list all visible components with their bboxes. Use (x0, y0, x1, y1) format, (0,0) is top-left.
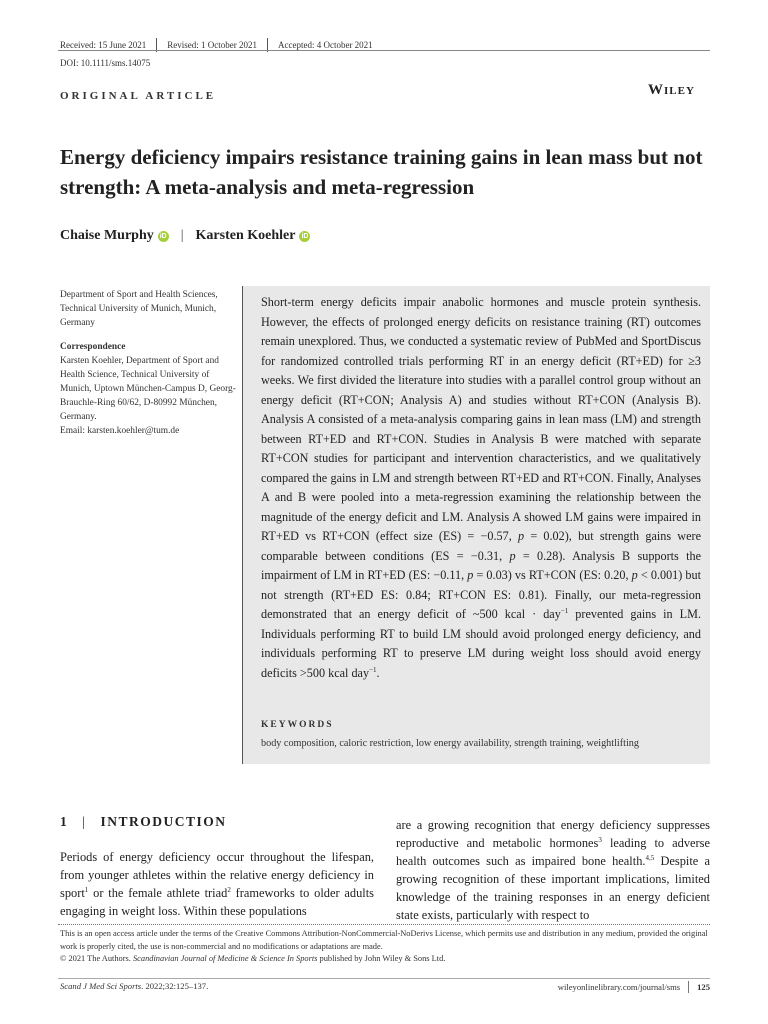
citation-ref[interactable]: 3 (598, 835, 602, 844)
license-divider (58, 924, 710, 925)
footer-rule (58, 978, 710, 979)
affiliation-block (60, 288, 240, 438)
section-number: 1 (60, 814, 69, 829)
department: Department of Sport and Health Sciences, Technical University of Munich, Munich, Germany (60, 290, 218, 328)
author-separator: | (180, 228, 184, 243)
section-title: INTRODUCTION (100, 814, 227, 829)
correspondence-address: Karsten Koehler, Department of Sport and Health Science, Technical University of Munich, Uptown München-Campus D, Georg-Brauchle-Ring 60/62, D-80992 München, Germany. (60, 356, 236, 422)
footer-divider (688, 981, 689, 993)
article-title: Energy deficiency impairs resistance training gains in lean mass but not strength: A meta-analysis and meta-regression (60, 145, 703, 199)
journal-url[interactable]: wileyonlinelibrary.com/journal/sms (557, 982, 681, 992)
license-note (60, 928, 710, 966)
correspondence-email[interactable]: Email: karsten.koehler@tum.de (60, 426, 180, 436)
section-heading (60, 814, 226, 830)
author-name[interactable]: Karsten Koehler (195, 228, 296, 243)
accepted-date: Accepted: 4 October 2021 (277, 40, 373, 50)
correspondence-label: Correspondence (60, 342, 126, 352)
received-date: Received: 15 June 2021 (60, 40, 147, 50)
orcid-icon[interactable]: iD (159, 232, 167, 240)
doi[interactable]: DOI: 10.1111/sms.14075 (60, 58, 151, 68)
citation-ref[interactable]: 2 (227, 885, 231, 894)
orcid-icon[interactable]: iD (301, 232, 309, 240)
section-label: ORIGINAL ARTICLE (60, 90, 217, 102)
abstract-text: Short-term energy deficits impair anabolic hormones and muscle protein synthesis. However, the effects of prolonged energy deficits on resistance training (RT) outcomes remain unexplored. Thus, we conducted a systematic review of PubMed and SportDiscus for randomized controlled trials performing RT in an energy deficit (RT+ED) for ≥3 weeks. We first divided the literature into studies with a parallel control group without an energy deficit (RT+CON; Analysis A) and studies without RT+CON (Analysis B). Analysis A consisted of a meta-analysis comparing gains in lean mass (LM) and strength between RT+ED and RT+CON. Studies in Analysis B were matched with separate RT+CON studies for participant and intervention characteristics, and we qualitatively compared the gains in LM and strength between RT+ED and RT+CON. Finally, Analyses A and B were pooled into a meta-regression examining the relationship between the magnitude of the energy deficit and LM. Analysis A showed LM gains were impaired in RT+ED vs RT+CON (effect size (ES) = −0.57, p = 0.02), but strength gains were comparable between conditions (ES = −0.31, p = 0.28). Analysis B supports the impairment of LM in RT+ED (ES: −0.11, p = 0.03) vs RT+CON (ES: 0.20, p < 0.001) but not strength (RT+ED ES: 0.84; RT+CON ES: 0.81). Finally, our meta-regression demonstrated that an energy deficit of ~500 kcal · day$^{-1}$ prevented gains in LM. Individuals performing RT to build LM should avoid prolonged energy deficiency, and individuals performing RT to preserve LM during weight loss should avoid energy deficits >500 kcal day$^{-1}$. (261, 295, 701, 680)
abstract-panel (242, 286, 710, 764)
revised-date: Revised: 1 October 2021 (167, 40, 257, 50)
journal-citation: Scand J Med Sci Sports. 2022;32:125–137. (60, 981, 209, 991)
copyright-line: © 2021 The Authors. Scandinavian Journal of Medicine & Science In Sports published by John Wiley & Sons Ltd. (60, 954, 446, 963)
citation-ref[interactable]: 4,5 (645, 853, 655, 862)
publisher-logo: Wiley (648, 82, 695, 98)
author-list (60, 228, 310, 244)
citation-ref[interactable]: 1 (84, 885, 89, 894)
keywords-list: body composition, caloric restriction, low energy availability, strength training, weightlifting (261, 738, 639, 749)
author-name[interactable]: Chaise Murphy (60, 228, 154, 243)
section-separator: | (82, 814, 87, 829)
license-text: This is an open access article under the terms of the Creative Commons Attribution-NonCommercial-NoDerivs License, which permits use and distribution in any medium, provided the original work is properly cited, the use is non-commercial and no modifications or adaptations are made. (60, 929, 708, 951)
page-number: 125 (697, 982, 710, 992)
keywords-label: KEYWORDS (261, 720, 334, 730)
footer-right (558, 981, 710, 993)
body-column-left: Periods of energy deficiency occur throughout the lifespan, from younger athletes within the relative energy deficiency in sport$^1$ or the female athlete triad$^2$ frameworks to older adults engaging in weight loss. Within these populations (60, 850, 374, 918)
body-column-right: are a growing recognition that energy deficiency suppresses reproductive and metabolic hormones$^3$ leading to adverse health outcomes such as impaired bone health.$^{4,5}$ Despite a growing recognition of these important implications, limited knowledge of the training responses in an energy deficient state exists, particularly with respect to (396, 818, 710, 922)
header-rule (58, 50, 710, 51)
